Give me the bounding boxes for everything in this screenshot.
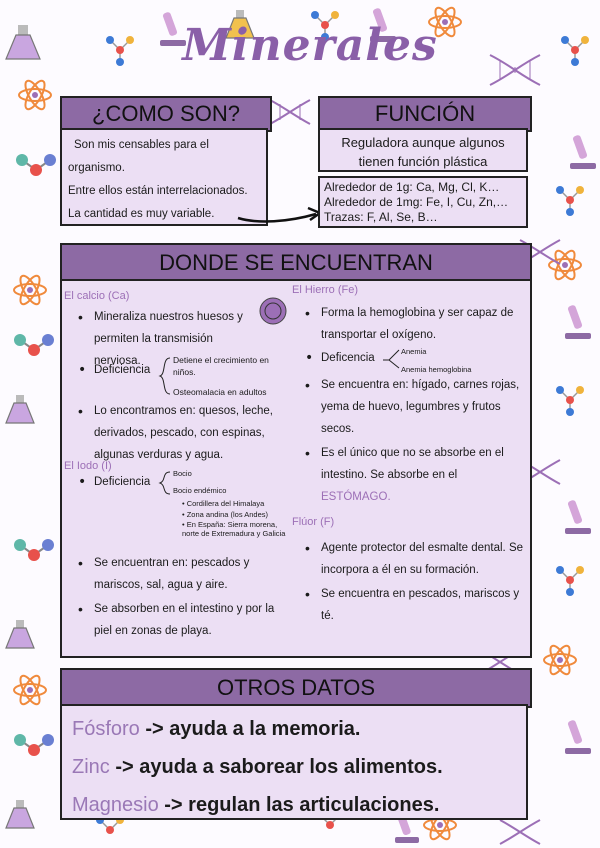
region-text: Cordillera del Himalaya — [186, 499, 265, 508]
stomach-highlight: ESTÓMAGO. — [321, 491, 391, 503]
molecule-icon — [14, 734, 54, 756]
hierro-deficiency — [305, 346, 523, 374]
molecule-icon — [14, 334, 54, 356]
atom-icon — [19, 78, 51, 112]
calcio-title: El calcio (Ca) — [64, 290, 130, 302]
region-line: • En España: Sierra morena, norte de Extremadura y Galicia — [182, 520, 286, 538]
como-son-line: organismo. — [68, 162, 125, 174]
hierro-list — [305, 302, 523, 346]
list-item — [305, 442, 523, 508]
microscope-icon — [565, 499, 591, 534]
list-item: • Se encuentran en: pescados y mariscos, sal, agua y aire. — [78, 552, 288, 596]
flask-icon — [6, 620, 34, 648]
molecule-icon — [16, 154, 56, 176]
deficiency-item: Detiene el crecimiento en niños. — [173, 355, 269, 377]
otros-row — [72, 786, 516, 824]
funcion-amounts-box — [318, 176, 528, 228]
list-item: • Agente protector del esmalte dental. Se incorpora a él en su formación. — [305, 537, 523, 581]
deficiency-label: Deficencia — [321, 352, 375, 364]
atom-icon — [14, 273, 46, 307]
brace-icon — [158, 470, 172, 496]
absorption-text: Es el único que no se absorbe en el intestino. Se absorbe en el — [321, 447, 504, 481]
bullet-icon: • — [78, 362, 87, 378]
list-item: • Lo encontramos en: quesos, leche, derivados, pescado, con espinas, algunas verduras y agua. — [78, 400, 288, 466]
microscope-icon — [565, 304, 591, 339]
microscope-icon — [570, 134, 596, 169]
otros-header: OTROS DATOS — [60, 668, 532, 708]
flask-icon — [6, 800, 34, 828]
microscope-icon — [565, 719, 591, 754]
calcio-deficiency — [78, 355, 288, 398]
iodo-title: El Iodo (I) — [64, 460, 112, 472]
region-text: En España: Sierra morena, norte de Extremadura y Galicia — [182, 520, 286, 538]
funcion-header: FUNCIÓN — [318, 96, 532, 132]
otros-key: Fósforo — [72, 718, 140, 740]
flask-icon — [6, 395, 34, 423]
molecule-icon — [561, 36, 589, 66]
deficiency-label: Deficiencia — [94, 476, 151, 488]
calcio-list-2 — [78, 400, 288, 466]
iodo-list — [78, 552, 288, 642]
como-son-header: ¿COMO SON? — [60, 96, 272, 132]
dna-icon — [490, 55, 540, 85]
como-son-line: La cantidad es muy variable. — [68, 208, 215, 220]
otros-key: Magnesio — [72, 794, 159, 816]
molecule-icon — [14, 539, 54, 561]
otros-box — [60, 704, 528, 820]
molecule-icon — [556, 566, 584, 596]
deficiency-item: Anemia — [401, 347, 427, 356]
iodo-deficiency — [78, 468, 288, 552]
deficiency-item: Bocio endémico — [173, 486, 227, 495]
otros-text: -> ayuda a la memoria. — [139, 718, 361, 740]
deficiency-label: Deficiencia — [94, 364, 151, 376]
otros-text: -> regulan las articulaciones. — [158, 794, 440, 816]
molecule-icon — [106, 36, 134, 66]
region-line: • Cordillera del Himalaya — [182, 499, 265, 508]
hierro-list-2 — [305, 374, 523, 508]
deficiency-item: Bocio — [173, 469, 192, 478]
region-item — [182, 498, 292, 538]
arrow-icon — [208, 200, 328, 230]
funcion-box — [318, 128, 528, 172]
amount-line: Alrededor de 1g: Ca, Mg, Cl, K… — [324, 180, 500, 194]
amount-line: Trazas: F, Al, Se, B… — [324, 210, 438, 224]
amount-line: Alrededor de 1mg: Fe, I, Cu, Zn,… — [324, 195, 509, 209]
bullet-icon: • — [305, 350, 314, 366]
brace-icon — [158, 356, 172, 396]
atom-icon — [549, 248, 581, 282]
region-text: Zona andina (los Andes) — [186, 510, 269, 519]
hierro-title: El Hierro (Fe) — [292, 284, 359, 296]
dna-icon — [270, 100, 310, 124]
donde-header: DONDE SE ENCUENTRAN — [60, 243, 532, 283]
otros-text: -> ayuda a saborear los alimentos. — [109, 756, 443, 778]
bullet-icon: • — [78, 474, 87, 490]
region-line: • Zona andina (los Andes) — [182, 510, 269, 519]
deficiency-item: Osteomalacia en adultos — [173, 387, 267, 397]
deficiency-item: Anemia hemoglobina — [401, 365, 472, 374]
page-title: Minerales — [182, 20, 438, 71]
como-son-line: Entre ellos están interrelacionados. — [68, 185, 248, 197]
flask-icon — [6, 25, 40, 59]
otros-row — [72, 710, 516, 748]
brace-icon — [381, 346, 401, 372]
otros-row — [72, 748, 516, 786]
list-item: • Mineraliza nuestros huesos y permiten la transmisión nerviosa. — [78, 306, 260, 372]
atom-icon — [544, 643, 576, 677]
fluor-list — [305, 537, 523, 627]
molecule-icon — [556, 186, 584, 216]
funcion-text: Reguladora aunque algunos — [341, 135, 505, 150]
list-item: • Se encuentra en pescados, mariscos y té. — [305, 583, 523, 627]
seal-icon — [258, 296, 288, 326]
funcion-text: tienen función plástica — [358, 154, 488, 169]
molecule-icon — [556, 386, 584, 416]
otros-key: Zinc — [72, 756, 110, 778]
como-son-line: Son mis censables para el — [74, 139, 209, 151]
atom-icon — [14, 673, 46, 707]
list-item: • Se absorben en el intestino y por la piel en zonas de playa. — [78, 598, 288, 642]
list-item: • Forma la hemoglobina y ser capaz de transportar el oxígeno. — [305, 302, 523, 346]
list-item: • Se encuentra en: hígado, carnes rojas, yema de huevo, legumbres y frutos secos. — [305, 374, 523, 440]
fluor-title: Flúor (F) — [292, 516, 335, 528]
